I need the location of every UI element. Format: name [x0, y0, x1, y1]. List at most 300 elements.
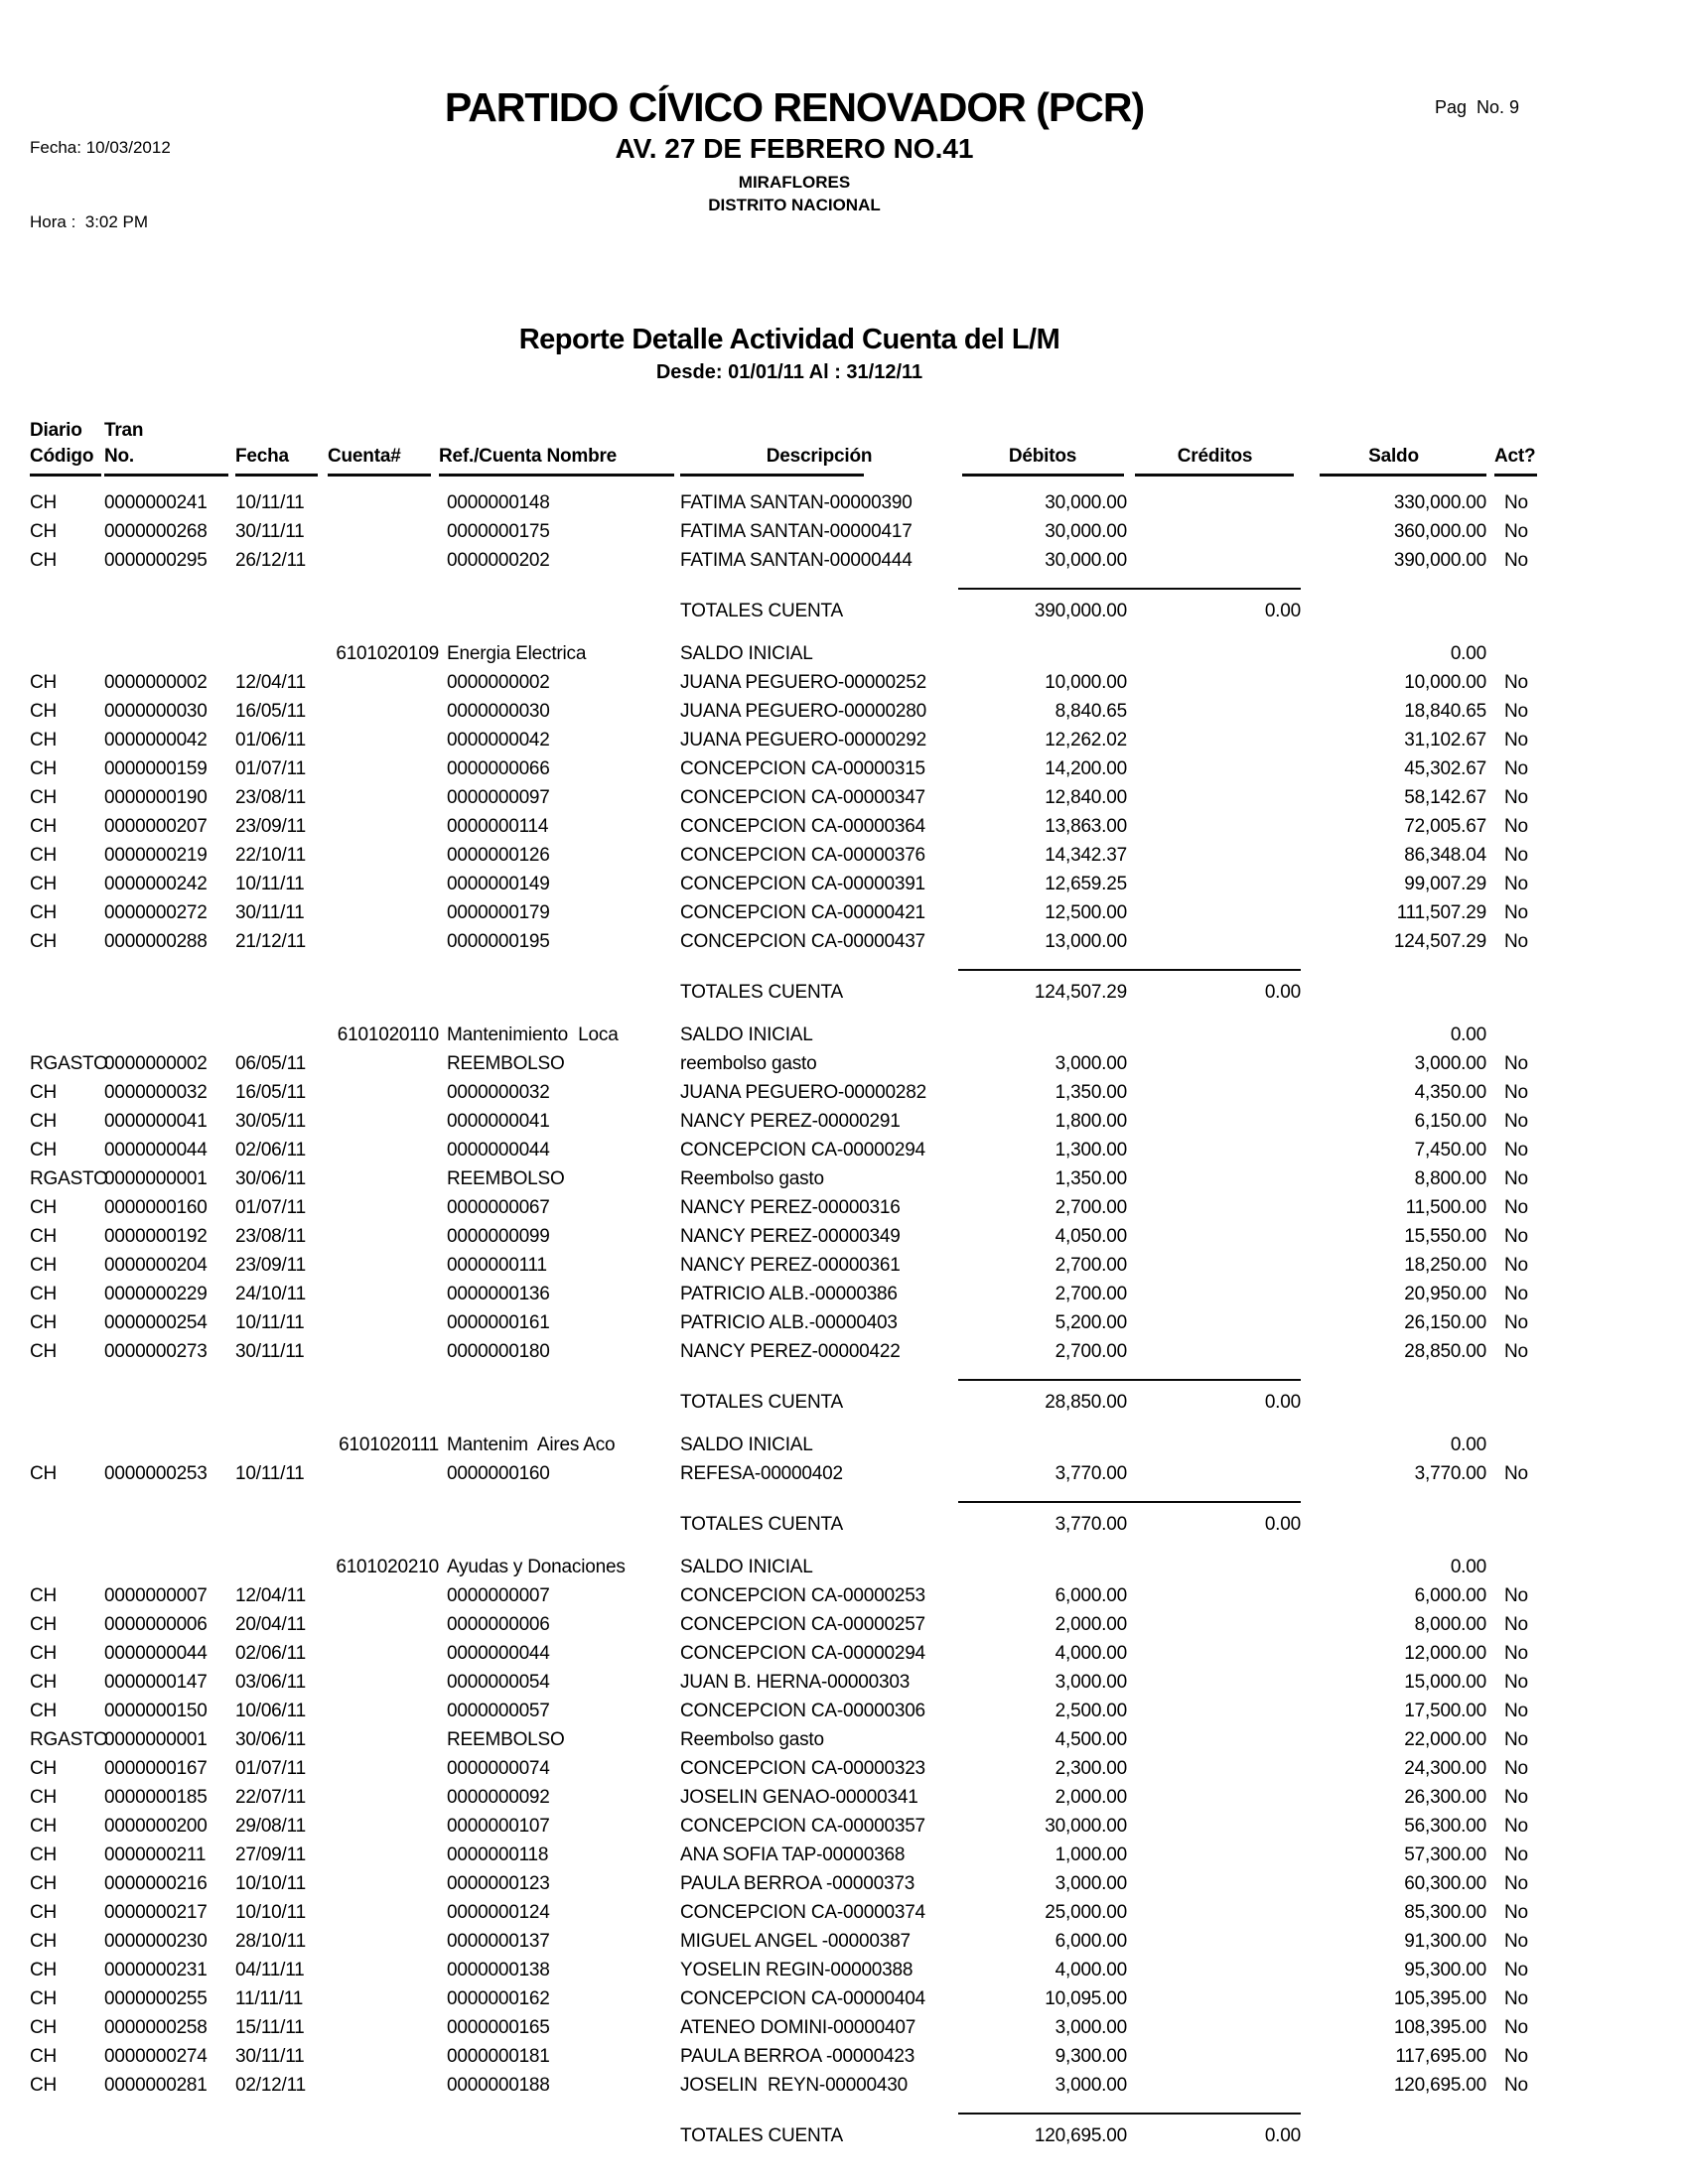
column-header-line1 — [328, 418, 439, 444]
cell-ref: 0000000195 — [447, 931, 550, 952]
cell-debitos: 30,000.00 — [1045, 492, 1127, 513]
table-row — [30, 898, 1549, 927]
cell-tran-no: 0000000216 — [104, 1873, 208, 1894]
column-header-diario-codigo — [30, 418, 104, 477]
report-title-block — [0, 324, 1579, 384]
cell-act: No — [1504, 931, 1528, 952]
column-header-underline — [680, 474, 864, 477]
cell-tran-no: 0000000007 — [104, 1585, 208, 1606]
cell-ref: 0000000054 — [447, 1672, 550, 1693]
column-header-creditos — [1129, 418, 1301, 477]
cell-tran-no: 0000000150 — [104, 1701, 208, 1721]
cell-descripcion: JUANA PEGUERO-00000282 — [680, 1082, 926, 1103]
cell-act: No — [1504, 1341, 1528, 1362]
cell-fecha: 02/12/11 — [235, 2075, 306, 2096]
cell-saldo: 91,300.00 — [1404, 1931, 1486, 1952]
table-row — [30, 1222, 1549, 1251]
cell-diario: CH — [30, 1787, 58, 1808]
table-header — [30, 418, 1549, 477]
cell-debitos: 9,300.00 — [1055, 2046, 1127, 2067]
cell-diario: CH — [30, 1960, 58, 1980]
cell-fecha: 01/06/11 — [235, 730, 306, 751]
column-header-underline — [1494, 474, 1537, 477]
cell-act: No — [1504, 1931, 1528, 1952]
totals-row — [30, 1510, 1549, 1539]
cell-ref: 0000000138 — [447, 1960, 550, 1980]
cell-saldo: 4,350.00 — [1414, 1082, 1486, 1103]
totals-rule-debitos — [958, 2113, 1129, 2115]
cell-descripcion: PAULA BERROA -00000423 — [680, 2046, 915, 2067]
cell-debitos: 2,700.00 — [1055, 1341, 1127, 1362]
cell-act: No — [1504, 1463, 1528, 1484]
table-row — [30, 1725, 1549, 1754]
cell-saldo: 3,770.00 — [1414, 1463, 1486, 1484]
cell-debitos: 2,000.00 — [1055, 1787, 1127, 1808]
cell-tran-no: 0000000274 — [104, 2046, 208, 2067]
cell-descripcion: FATIMA SANTAN-00000444 — [680, 550, 913, 571]
cell-debitos: 3,000.00 — [1055, 1053, 1127, 1074]
cell-descripcion: YOSELIN REGIN-00000388 — [680, 1960, 914, 1980]
table-row — [30, 1668, 1549, 1697]
column-header-descripcion — [680, 418, 958, 477]
cell-act: No — [1504, 1701, 1528, 1721]
cell-ref: 0000000042 — [447, 730, 550, 751]
cell-descripcion: JUANA PEGUERO-00000252 — [680, 672, 926, 693]
cell-debitos: 2,700.00 — [1055, 1284, 1127, 1304]
cell-tran-no: 0000000042 — [104, 730, 208, 751]
cell-fecha: 12/04/11 — [235, 672, 306, 693]
cell-debitos: 2,700.00 — [1055, 1255, 1127, 1276]
cell-diario: CH — [30, 874, 58, 894]
cell-debitos: 10,095.00 — [1045, 1988, 1127, 2009]
cell-saldo-inicial-label: SALDO INICIAL — [680, 643, 813, 664]
cell-descripcion: CONCEPCION CA-00000257 — [680, 1614, 925, 1635]
cell-descripcion: CONCEPCION CA-00000437 — [680, 931, 925, 952]
totals-rule-debitos — [958, 1501, 1129, 1503]
cell-saldo: 6,000.00 — [1414, 1585, 1486, 1606]
cell-tran-no: 0000000281 — [104, 2075, 208, 2096]
cell-diario: CH — [30, 1463, 58, 1484]
cell-descripcion: CONCEPCION CA-00000315 — [680, 758, 925, 779]
cell-tran-no: 0000000295 — [104, 550, 208, 571]
totals-rule-debitos — [958, 1379, 1129, 1381]
column-header-line1 — [1129, 418, 1301, 444]
cell-descripcion: JUANA PEGUERO-00000280 — [680, 701, 926, 722]
cell-descripcion: ATENEO DOMINI-00000407 — [680, 2017, 916, 2038]
cell-tran-no: 0000000002 — [104, 1053, 208, 1074]
table-row — [30, 1610, 1549, 1639]
cell-saldo-inicial-value: 0.00 — [1450, 1557, 1486, 1577]
cell-debitos: 12,840.00 — [1045, 787, 1127, 808]
column-header-fecha — [235, 418, 328, 477]
cell-tran-no: 0000000041 — [104, 1111, 208, 1132]
totals-row — [30, 597, 1549, 625]
cell-diario: CH — [30, 931, 58, 952]
cell-diario: CH — [30, 1988, 58, 2009]
totals-creditos: 0.00 — [1264, 2125, 1301, 2146]
cell-saldo-inicial-value: 0.00 — [1450, 643, 1486, 664]
cell-cuenta-nombre: Ayudas y Donaciones — [447, 1557, 626, 1577]
cell-ref: 0000000111 — [447, 1255, 547, 1276]
column-header-saldo — [1301, 418, 1491, 477]
column-header-line2: Créditos — [1177, 446, 1253, 467]
totals-rule-creditos — [1129, 588, 1301, 590]
cell-saldo: 390,000.00 — [1393, 550, 1486, 571]
cell-debitos: 2,700.00 — [1055, 1197, 1127, 1218]
cell-cuenta-code: 6101020111 — [339, 1434, 439, 1455]
cell-ref: 0000000114 — [447, 816, 549, 837]
column-header-underline — [439, 474, 674, 477]
cell-fecha: 01/07/11 — [235, 1758, 306, 1779]
column-header-line1 — [1301, 418, 1486, 444]
cell-saldo: 108,395.00 — [1393, 2017, 1486, 2038]
table-row — [30, 1337, 1549, 1366]
column-header-underline — [30, 474, 101, 477]
cell-fecha: 30/06/11 — [235, 1168, 306, 1189]
cell-saldo: 6,150.00 — [1414, 1111, 1486, 1132]
hora-label: Hora : 3:02 PM — [30, 212, 149, 231]
cell-fecha: 10/11/11 — [235, 1463, 305, 1484]
cell-diario: CH — [30, 1140, 58, 1160]
cell-saldo: 18,840.65 — [1404, 701, 1486, 722]
org-address: AV. 27 DE FEBRERO NO.41 — [615, 133, 974, 164]
totals-creditos: 0.00 — [1264, 982, 1301, 1003]
cell-ref: 0000000107 — [447, 1816, 550, 1837]
cell-tran-no: 0000000254 — [104, 1312, 208, 1333]
column-header-line1 — [439, 418, 680, 444]
cell-ref: REEMBOLSO — [447, 1053, 565, 1074]
cell-debitos: 6,000.00 — [1055, 1585, 1127, 1606]
cell-debitos: 14,342.37 — [1045, 845, 1127, 866]
cell-fecha: 20/04/11 — [235, 1614, 306, 1635]
cell-ref: 0000000041 — [447, 1111, 550, 1132]
cell-descripcion: NANCY PEREZ-00000422 — [680, 1341, 901, 1362]
cell-descripcion: JUAN B. HERNA-00000303 — [680, 1672, 911, 1693]
cell-descripcion: CONCEPCION CA-00000253 — [680, 1585, 925, 1606]
cell-ref: 0000000032 — [447, 1082, 550, 1103]
cell-debitos: 1,800.00 — [1055, 1111, 1127, 1132]
cell-act: No — [1504, 874, 1528, 894]
cell-diario: CH — [30, 1255, 58, 1276]
cell-fecha: 02/06/11 — [235, 1140, 306, 1160]
cell-diario: CH — [30, 1816, 58, 1837]
totals-label: TOTALES CUENTA — [680, 2125, 844, 2146]
table-row — [30, 1164, 1549, 1193]
column-header-line1 — [235, 418, 328, 444]
cell-debitos: 5,200.00 — [1055, 1312, 1127, 1333]
totals-row — [30, 1388, 1549, 1417]
cell-debitos: 1,350.00 — [1055, 1168, 1127, 1189]
cell-fecha: 30/11/11 — [235, 1341, 305, 1362]
cell-tran-no: 0000000044 — [104, 1643, 208, 1664]
cell-ref: 0000000092 — [447, 1787, 550, 1808]
column-header-line2: Act? — [1494, 446, 1536, 467]
section-header-row — [30, 1021, 1549, 1049]
cell-fecha: 02/06/11 — [235, 1643, 306, 1664]
cell-tran-no: 0000000001 — [104, 1168, 208, 1189]
table-row — [30, 1812, 1549, 1841]
cell-tran-no: 0000000230 — [104, 1931, 208, 1952]
totals-rule-creditos — [1129, 2113, 1301, 2115]
cell-descripcion: CONCEPCION CA-00000294 — [680, 1140, 925, 1160]
page-number: Pag No. 9 — [1435, 97, 1520, 117]
cell-saldo: 15,000.00 — [1404, 1672, 1486, 1693]
fecha-label: Fecha: 10/03/2012 — [30, 138, 171, 157]
cell-fecha: 21/12/11 — [235, 931, 306, 952]
cell-debitos: 4,050.00 — [1055, 1226, 1127, 1247]
report-meta — [0, 85, 328, 284]
cell-diario: CH — [30, 492, 58, 513]
table-row — [30, 754, 1549, 783]
cell-fecha: 30/05/11 — [235, 1111, 306, 1132]
column-header-act — [1491, 418, 1549, 477]
cell-act: No — [1504, 2017, 1528, 2038]
cell-saldo: 8,000.00 — [1414, 1614, 1486, 1635]
table-row — [30, 1956, 1549, 1984]
cell-debitos: 12,659.25 — [1045, 874, 1127, 894]
cell-act: No — [1504, 701, 1528, 722]
cell-ref: 0000000044 — [447, 1643, 550, 1664]
cell-diario: CH — [30, 730, 58, 751]
table-row — [30, 1783, 1549, 1812]
cell-tran-no: 0000000044 — [104, 1140, 208, 1160]
cell-debitos: 10,000.00 — [1045, 672, 1127, 693]
cell-tran-no: 0000000200 — [104, 1816, 208, 1837]
cell-diario: CH — [30, 1643, 58, 1664]
cell-debitos: 3,000.00 — [1055, 2075, 1127, 2096]
column-header-line2: No. — [104, 446, 135, 467]
column-header-line1: Tran — [104, 420, 144, 441]
cell-act: No — [1504, 845, 1528, 866]
cell-debitos: 4,000.00 — [1055, 1643, 1127, 1664]
cell-descripcion: CONCEPCION CA-00000374 — [680, 1902, 925, 1923]
table-row — [30, 1927, 1549, 1956]
cell-tran-no: 0000000217 — [104, 1902, 208, 1923]
cell-diario: RGASTO — [30, 1168, 108, 1189]
cell-act: No — [1504, 672, 1528, 693]
table-row — [30, 1754, 1549, 1783]
cell-saldo: 26,300.00 — [1404, 1787, 1486, 1808]
cell-saldo: 24,300.00 — [1404, 1758, 1486, 1779]
cell-diario: CH — [30, 1312, 58, 1333]
cell-saldo: 56,300.00 — [1404, 1816, 1486, 1837]
cell-ref: 0000000006 — [447, 1614, 550, 1635]
cell-fecha: 27/09/11 — [235, 1844, 306, 1865]
cell-saldo: 72,005.67 — [1404, 816, 1486, 837]
cell-saldo: 15,550.00 — [1404, 1226, 1486, 1247]
cell-descripcion: NANCY PEREZ-00000291 — [680, 1111, 901, 1132]
cell-diario: CH — [30, 1226, 58, 1247]
cell-ref: 0000000097 — [447, 787, 550, 808]
cell-saldo-inicial-label: SALDO INICIAL — [680, 1024, 813, 1045]
table-row — [30, 1841, 1549, 1869]
cell-act: No — [1504, 1226, 1528, 1247]
cell-saldo-inicial-label: SALDO INICIAL — [680, 1557, 813, 1577]
cell-act: No — [1504, 1053, 1528, 1074]
table-row — [30, 726, 1549, 754]
cell-descripcion: PAULA BERROA -00000373 — [680, 1873, 915, 1894]
cell-act: No — [1504, 521, 1528, 542]
cell-fecha: 22/07/11 — [235, 1787, 306, 1808]
cell-ref: 0000000074 — [447, 1758, 550, 1779]
cell-diario: CH — [30, 902, 58, 923]
table-row — [30, 841, 1549, 870]
cell-debitos: 1,300.00 — [1055, 1140, 1127, 1160]
cell-fecha: 23/08/11 — [235, 787, 306, 808]
cell-cuenta-nombre: Mantenimiento Loca — [447, 1024, 619, 1045]
cell-act: No — [1504, 787, 1528, 808]
cell-tran-no: 0000000255 — [104, 1988, 208, 2009]
table-row — [30, 870, 1549, 898]
cell-saldo: 330,000.00 — [1393, 492, 1486, 513]
cell-fecha: 23/09/11 — [235, 1255, 306, 1276]
cell-fecha: 04/11/11 — [235, 1960, 305, 1980]
cell-diario: CH — [30, 1931, 58, 1952]
totals-creditos: 0.00 — [1264, 601, 1301, 621]
cell-descripcion: reembolso gasto — [680, 1053, 817, 1074]
cell-debitos: 3,000.00 — [1055, 1873, 1127, 1894]
cell-diario: CH — [30, 787, 58, 808]
table-row — [30, 1639, 1549, 1668]
column-header-underline — [1135, 474, 1294, 477]
cell-act: No — [1504, 1614, 1528, 1635]
cell-fecha: 12/04/11 — [235, 1585, 306, 1606]
cell-saldo: 18,250.00 — [1404, 1255, 1486, 1276]
cell-act: No — [1504, 1197, 1528, 1218]
cell-descripcion: Reembolso gasto — [680, 1729, 824, 1750]
column-header-line2: Descripción — [766, 446, 873, 467]
table-row — [30, 488, 1549, 517]
cell-fecha: 01/07/11 — [235, 758, 306, 779]
column-header-tran-no — [104, 418, 235, 477]
column-header-line2: Ref./Cuenta Nombre — [439, 446, 618, 467]
cell-diario: CH — [30, 701, 58, 722]
cell-act: No — [1504, 1643, 1528, 1664]
cell-tran-no: 0000000159 — [104, 758, 208, 779]
cell-act: No — [1504, 1255, 1528, 1276]
cell-descripcion: NANCY PEREZ-00000316 — [680, 1197, 901, 1218]
cell-tran-no: 0000000167 — [104, 1758, 208, 1779]
cell-fecha: 11/11/11 — [235, 1988, 304, 2009]
cell-descripcion: JOSELIN GENAO-00000341 — [680, 1787, 918, 1808]
table-body — [30, 488, 1549, 2150]
table-row — [30, 1869, 1549, 1898]
totals-rule-row — [30, 2113, 1549, 2121]
column-header-underline — [104, 474, 228, 477]
totals-debitos: 124,507.29 — [1034, 982, 1127, 1003]
cell-saldo: 3,000.00 — [1414, 1053, 1486, 1074]
cell-debitos: 1,350.00 — [1055, 1082, 1127, 1103]
cell-saldo: 58,142.67 — [1404, 787, 1486, 808]
totals-rule-creditos — [1129, 969, 1301, 971]
cell-diario: CH — [30, 1844, 58, 1865]
column-header-underline — [328, 474, 431, 477]
report-date-range: Desde: 01/01/11 Al : 31/12/11 — [655, 361, 923, 383]
cell-debitos: 3,770.00 — [1055, 1463, 1127, 1484]
table-row — [30, 1581, 1549, 1610]
table-row — [30, 1308, 1549, 1337]
cell-tran-no: 0000000030 — [104, 701, 208, 722]
cell-descripcion: CONCEPCION CA-00000364 — [680, 816, 925, 837]
cell-fecha: 10/06/11 — [235, 1701, 306, 1721]
cell-tran-no: 0000000229 — [104, 1284, 208, 1304]
totals-rule-row — [30, 1501, 1549, 1510]
cell-diario: CH — [30, 2046, 58, 2067]
cell-descripcion: ANA SOFIA TAP-00000368 — [680, 1844, 906, 1865]
cell-descripcion: FATIMA SANTAN-00000417 — [680, 521, 913, 542]
table-row — [30, 927, 1549, 956]
cell-fecha: 23/09/11 — [235, 816, 306, 837]
cell-debitos: 13,863.00 — [1045, 816, 1127, 837]
cell-descripcion: CONCEPCION CA-00000294 — [680, 1643, 925, 1664]
table-row — [30, 1049, 1549, 1078]
cell-fecha: 30/06/11 — [235, 1729, 306, 1750]
cell-saldo: 111,507.29 — [1396, 902, 1486, 923]
cell-act: No — [1504, 1816, 1528, 1837]
cell-fecha: 10/10/11 — [235, 1873, 306, 1894]
cell-ref: 0000000007 — [447, 1585, 550, 1606]
column-header-ref-cuenta-nombre — [439, 418, 680, 477]
cell-fecha: 23/08/11 — [235, 1226, 306, 1247]
cell-tran-no: 0000000268 — [104, 521, 208, 542]
cell-fecha: 10/11/11 — [235, 874, 305, 894]
cell-fecha: 30/11/11 — [235, 2046, 305, 2067]
cell-cuenta-code: 6101020210 — [336, 1557, 439, 1577]
totals-debitos: 3,770.00 — [1055, 1514, 1127, 1535]
cell-descripcion: MIGUEL ANGEL -00000387 — [680, 1931, 911, 1952]
cell-ref: 0000000124 — [447, 1902, 550, 1923]
cell-ref: 0000000057 — [447, 1701, 550, 1721]
column-header-underline — [962, 474, 1124, 477]
cell-descripcion: CONCEPCION CA-00000391 — [680, 874, 925, 894]
cell-saldo-inicial-label: SALDO INICIAL — [680, 1434, 813, 1455]
cell-act: No — [1504, 1672, 1528, 1693]
table-row — [30, 2071, 1549, 2100]
cell-debitos: 4,500.00 — [1055, 1729, 1127, 1750]
cell-ref: 0000000137 — [447, 1931, 550, 1952]
cell-fecha: 03/06/11 — [235, 1672, 306, 1693]
cell-cuenta-code: 6101020110 — [337, 1024, 439, 1045]
cell-saldo: 11,500.00 — [1405, 1197, 1486, 1218]
cell-act: No — [1504, 1585, 1528, 1606]
cell-diario: CH — [30, 521, 58, 542]
cell-saldo: 28,850.00 — [1404, 1341, 1486, 1362]
cell-diario: CH — [30, 1585, 58, 1606]
cell-descripcion: CONCEPCION CA-00000404 — [680, 1988, 925, 2009]
cell-act: No — [1504, 1082, 1528, 1103]
totals-row — [30, 978, 1549, 1007]
cell-diario: CH — [30, 816, 58, 837]
cell-ref: 0000000044 — [447, 1140, 550, 1160]
cell-descripcion: NANCY PEREZ-00000349 — [680, 1226, 901, 1247]
section-header-row — [30, 1431, 1549, 1459]
cell-saldo-inicial-value: 0.00 — [1450, 1024, 1486, 1045]
cell-ref: 0000000067 — [447, 1197, 550, 1218]
cell-descripcion: JUANA PEGUERO-00000292 — [680, 730, 926, 751]
cell-diario: CH — [30, 1341, 58, 1362]
column-header-line1: Diario — [30, 420, 82, 441]
cell-saldo: 26,150.00 — [1404, 1312, 1486, 1333]
cell-ref: 0000000165 — [447, 2017, 550, 2038]
cell-diario: CH — [30, 672, 58, 693]
cell-act: No — [1504, 1873, 1528, 1894]
cell-diario: CH — [30, 1758, 58, 1779]
cell-saldo: 117,695.00 — [1395, 2046, 1486, 2067]
cell-saldo: 8,800.00 — [1414, 1168, 1486, 1189]
table-row — [30, 1136, 1549, 1164]
cell-debitos: 13,000.00 — [1045, 931, 1127, 952]
cell-diario: CH — [30, 758, 58, 779]
